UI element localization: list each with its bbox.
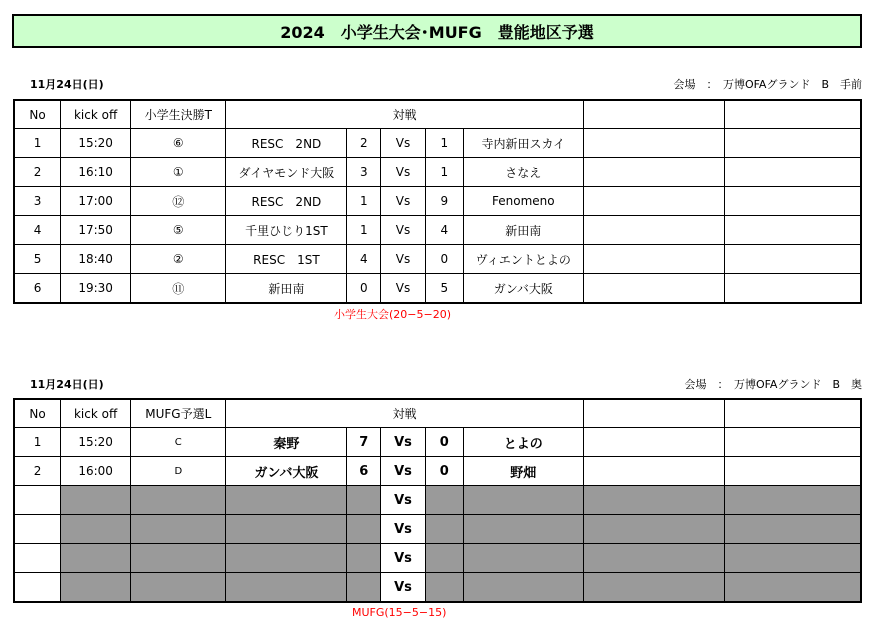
home-team: RESC 1ST: [226, 245, 347, 274]
kickoff-time: 15:20: [61, 428, 131, 457]
vs-label: Vs: [381, 428, 426, 457]
vs-label: Vs: [381, 129, 426, 158]
away-score: 4: [425, 216, 463, 245]
header-blank: [583, 100, 724, 129]
blank-cell: [131, 544, 226, 573]
bracket-code: ⑫: [131, 187, 226, 216]
vs-label: Vs: [381, 486, 426, 515]
blank-cell: [131, 486, 226, 515]
table-row: [14, 158, 861, 187]
blank-cell: [724, 573, 861, 603]
blank-cell: [583, 158, 724, 187]
match-no: 2: [14, 457, 61, 486]
match-no: 6: [14, 274, 61, 304]
blank-cell: [131, 573, 226, 603]
blank-cell: [724, 486, 861, 515]
blank-cell: [583, 544, 724, 573]
header-group: 小学生決勝T: [131, 100, 226, 129]
blank-cell: [583, 486, 724, 515]
blank-cell: [61, 486, 131, 515]
blank-cell: [724, 216, 861, 245]
away-score: 9: [425, 187, 463, 216]
blank-cell: [583, 573, 724, 603]
home-team: ダイヤモンド大阪: [226, 158, 347, 187]
away-score: 1: [425, 158, 463, 187]
header-match: 対戦: [226, 100, 583, 129]
home-score: 0: [347, 274, 381, 304]
away-team: Fenomeno: [463, 187, 583, 216]
kickoff-time: 16:10: [61, 158, 131, 187]
home-team: 秦野: [226, 428, 347, 457]
blank-cell: [724, 428, 861, 457]
bracket-code: ①: [131, 158, 226, 187]
kickoff-time: 15:20: [61, 129, 131, 158]
header-blank: [724, 399, 861, 428]
away-team: 野畑: [463, 457, 583, 486]
blank-cell: [425, 515, 463, 544]
home-score: 1: [347, 187, 381, 216]
away-score: 1: [425, 129, 463, 158]
header-kickoff: kick off: [61, 399, 131, 428]
match-no: 5: [14, 245, 61, 274]
schedule-table-1: [13, 99, 862, 304]
vs-label: Vs: [381, 457, 426, 486]
blank-cell: [61, 544, 131, 573]
blank-cell: [226, 544, 347, 573]
match-no: 4: [14, 216, 61, 245]
home-team: RESC 2ND: [226, 129, 347, 158]
kickoff-time: 19:30: [61, 274, 131, 304]
table-row: [14, 216, 861, 245]
table-row: [14, 129, 861, 158]
bracket-code: ⑪: [131, 274, 226, 304]
match-no: 3: [14, 187, 61, 216]
header-match: 対戦: [226, 399, 583, 428]
blank-cell: [425, 544, 463, 573]
bracket-code: ②: [131, 245, 226, 274]
blank-cell: [425, 486, 463, 515]
blank-cell: [724, 457, 861, 486]
blank-cell: [583, 457, 724, 486]
blank-cell: [724, 274, 861, 304]
vs-label: Vs: [381, 515, 426, 544]
header-kickoff: kick off: [61, 100, 131, 129]
header-group: MUFG予選L: [131, 399, 226, 428]
away-score: 0: [425, 457, 463, 486]
section2-date: 11月24日(日): [30, 378, 104, 391]
blank-cell: [14, 515, 61, 544]
vs-label: Vs: [381, 573, 426, 603]
header-blank: [724, 100, 861, 129]
header-no: No: [14, 100, 61, 129]
blank-cell: [347, 486, 381, 515]
home-team: RESC 2ND: [226, 187, 347, 216]
blank-cell: [583, 274, 724, 304]
vs-label: Vs: [381, 544, 426, 573]
vs-label: Vs: [381, 245, 426, 274]
blank-cell: [583, 129, 724, 158]
home-score: 1: [347, 216, 381, 245]
away-team: とよの: [463, 428, 583, 457]
home-score: 2: [347, 129, 381, 158]
section1-venue: 会場 ： 万博OFAグランド B 手前: [673, 78, 862, 91]
blank-cell: [226, 515, 347, 544]
blank-cell: [724, 245, 861, 274]
blank-cell: [583, 515, 724, 544]
format-note-2: MUFG(15−5−15): [352, 606, 447, 619]
blank-cell: [583, 187, 724, 216]
blank-cell: [583, 216, 724, 245]
blank-cell: [724, 129, 861, 158]
table-row: [14, 274, 861, 304]
home-score: 7: [347, 428, 381, 457]
away-team: さなえ: [463, 158, 583, 187]
blank-cell: [61, 573, 131, 603]
header-blank: [583, 399, 724, 428]
blank-cell: [347, 515, 381, 544]
home-team: 新田南: [226, 274, 347, 304]
blank-cell: [14, 486, 61, 515]
blank-cell: [226, 486, 347, 515]
table-row-empty: [14, 544, 861, 573]
blank-cell: [463, 544, 583, 573]
match-no: 1: [14, 129, 61, 158]
blank-cell: [14, 573, 61, 603]
blank-cell: [724, 158, 861, 187]
home-team: 千里ひじり1ST: [226, 216, 347, 245]
vs-label: Vs: [381, 158, 426, 187]
blank-cell: [724, 187, 861, 216]
kickoff-time: 17:50: [61, 216, 131, 245]
blank-cell: [226, 573, 347, 603]
blank-cell: [347, 544, 381, 573]
table-row: [14, 428, 861, 457]
section1-date: 11月24日(日): [30, 78, 104, 91]
section2-venue: 会場 ： 万博OFAグランド B 奥: [684, 378, 862, 391]
blank-cell: [14, 544, 61, 573]
blank-cell: [463, 515, 583, 544]
match-no: 2: [14, 158, 61, 187]
blank-cell: [724, 515, 861, 544]
kickoff-time: 17:00: [61, 187, 131, 216]
table-row: [14, 187, 861, 216]
blank-cell: [583, 428, 724, 457]
vs-label: Vs: [381, 216, 426, 245]
page-title: 2024 小学生大会･MUFG 豊能地区予選: [12, 14, 862, 48]
blank-cell: [463, 486, 583, 515]
home-score: 4: [347, 245, 381, 274]
away-score: 5: [425, 274, 463, 304]
group-code: D: [131, 457, 226, 486]
bracket-code: ⑥: [131, 129, 226, 158]
kickoff-time: 18:40: [61, 245, 131, 274]
away-team: 寺内新田スカイ: [463, 129, 583, 158]
bracket-code: ⑤: [131, 216, 226, 245]
away-score: 0: [425, 245, 463, 274]
table-row-empty: [14, 573, 861, 603]
group-code: C: [131, 428, 226, 457]
table-row-empty: [14, 486, 861, 515]
away-team: ガンバ大阪: [463, 274, 583, 304]
blank-cell: [61, 515, 131, 544]
table-row: [14, 457, 861, 486]
blank-cell: [131, 515, 226, 544]
home-score: 3: [347, 158, 381, 187]
blank-cell: [724, 544, 861, 573]
away-team: 新田南: [463, 216, 583, 245]
format-note-1: 小学生大会(20−5−20): [334, 308, 452, 321]
match-no: 1: [14, 428, 61, 457]
vs-label: Vs: [381, 274, 426, 304]
home-score: 6: [347, 457, 381, 486]
blank-cell: [347, 573, 381, 603]
home-team: ガンバ大阪: [226, 457, 347, 486]
away-team: ヴィエントとよの: [463, 245, 583, 274]
schedule-table-2: [13, 398, 862, 603]
header-no: No: [14, 399, 61, 428]
blank-cell: [463, 573, 583, 603]
away-score: 0: [425, 428, 463, 457]
blank-cell: [583, 245, 724, 274]
table-header-row: [14, 100, 861, 129]
kickoff-time: 16:00: [61, 457, 131, 486]
table-header-row: [14, 399, 861, 428]
blank-cell: [425, 573, 463, 603]
table-row-empty: [14, 515, 861, 544]
vs-label: Vs: [381, 187, 426, 216]
table-row: [14, 245, 861, 274]
